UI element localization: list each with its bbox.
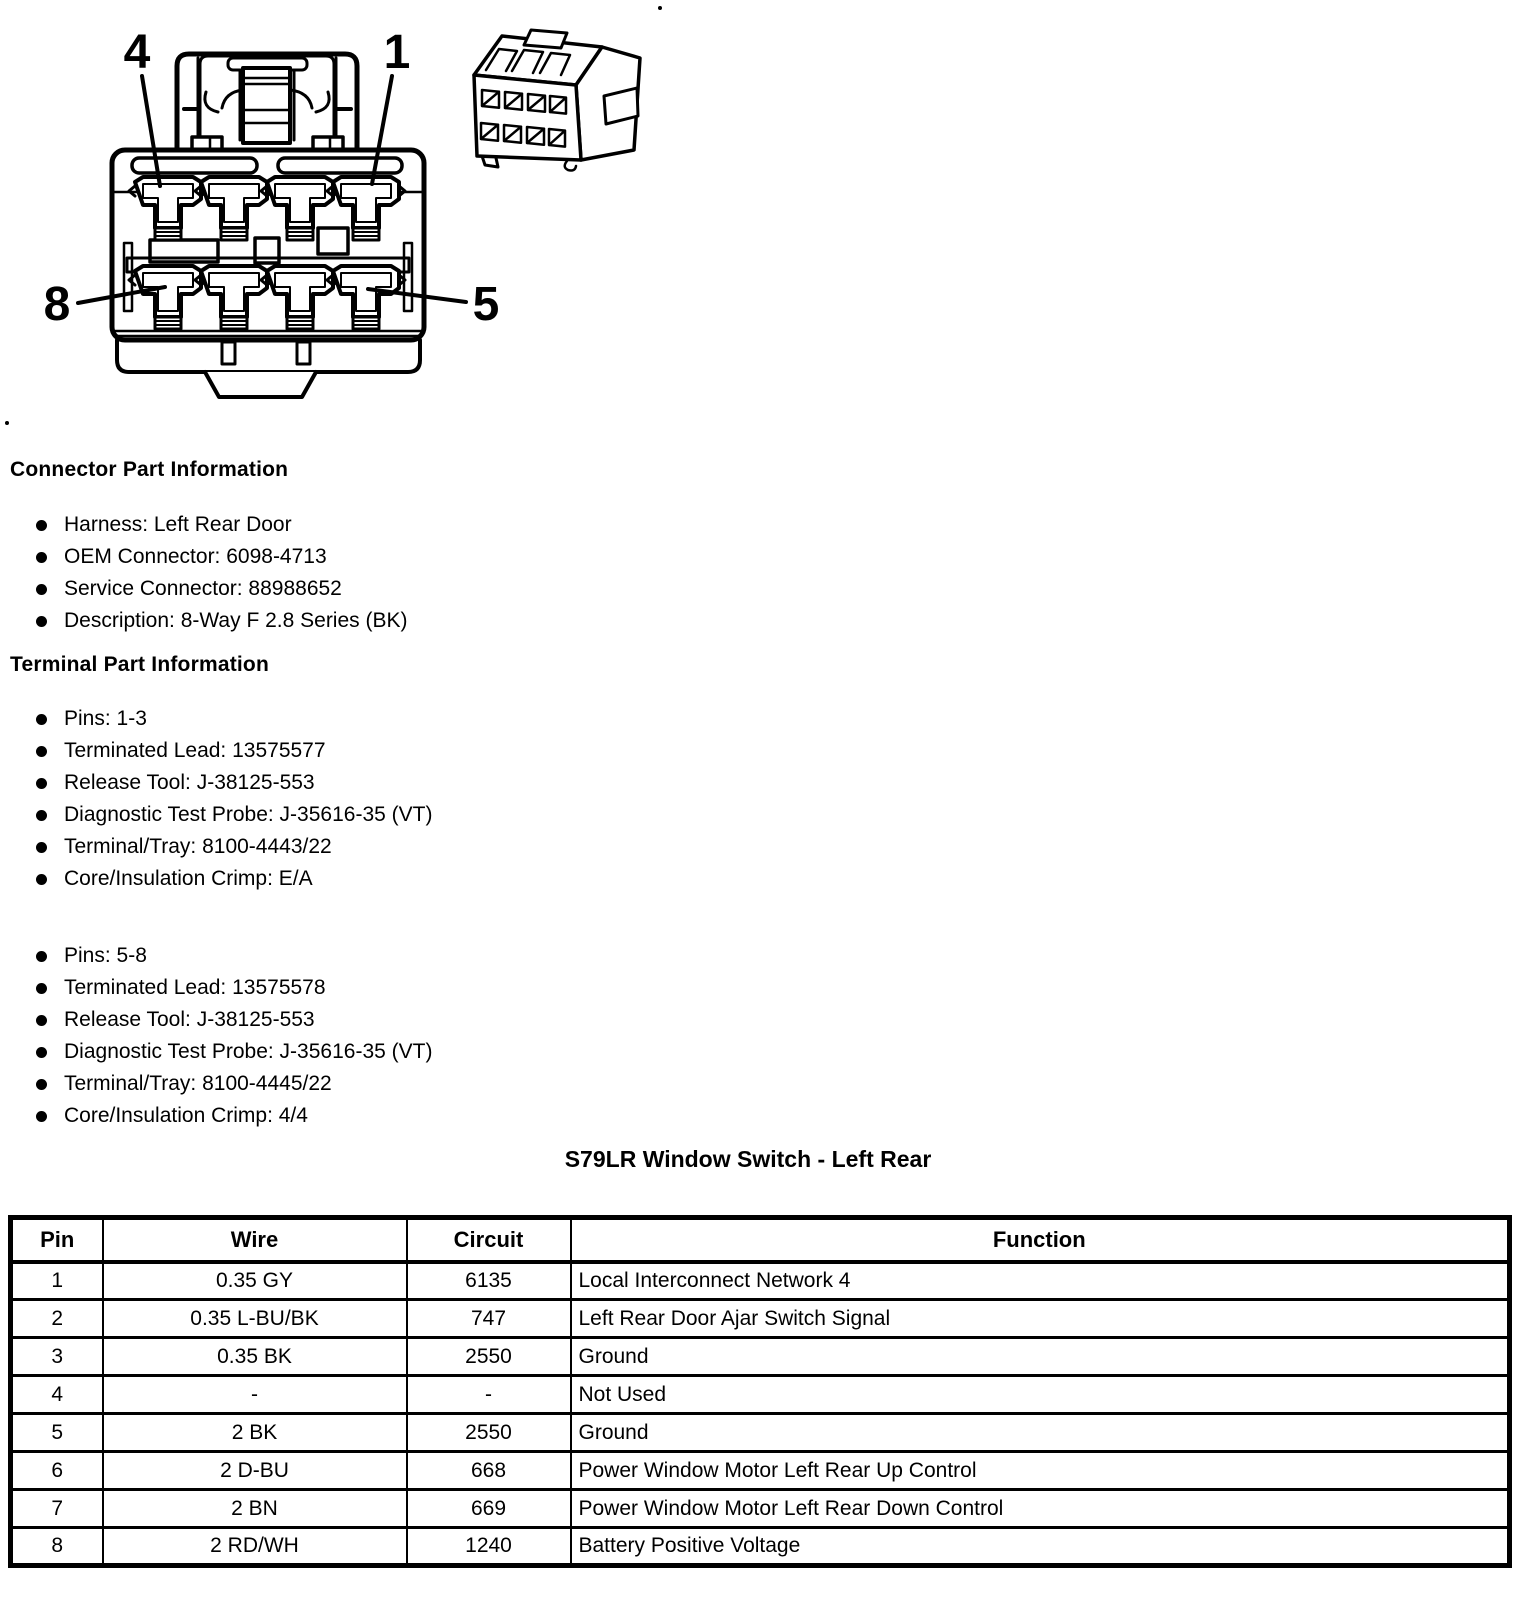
list-item — [0, 735, 432, 767]
pin-cell: 7 — [11, 1490, 103, 1528]
table-row — [11, 1490, 1510, 1528]
callout-label-pin5: 5 — [472, 278, 500, 331]
pin-cell: 1 — [11, 1262, 103, 1300]
pin-cell: 3 — [11, 1338, 103, 1376]
column-header-pin: Pin — [11, 1218, 103, 1262]
pin-table-container — [8, 1215, 1512, 1568]
pin-cell: 5 — [11, 1414, 103, 1452]
callout-label-pin8: 8 — [43, 278, 71, 331]
function-cell: Battery Positive Voltage — [571, 1528, 1510, 1566]
list-item-label: Core/Insulation Crimp: 4/4 — [64, 1104, 308, 1127]
table-row — [11, 1452, 1510, 1490]
wire-cell: - — [103, 1376, 407, 1414]
circuit-cell: 2550 — [407, 1414, 571, 1452]
list-item — [0, 573, 408, 605]
list-item — [0, 831, 432, 863]
list-item — [0, 799, 432, 831]
wire-cell: 0.35 BK — [103, 1338, 407, 1376]
wire-cell: 0.35 L-BU/BK — [103, 1300, 407, 1338]
wire-cell: 2 RD/WH — [103, 1528, 407, 1566]
table-row — [11, 1528, 1510, 1566]
terminal-info-list-pins-1-3 — [0, 703, 432, 895]
pin-table-title: S79LR Window Switch - Left Rear — [564, 1146, 932, 1172]
function-cell: Power Window Motor Left Rear Up Control — [571, 1452, 1510, 1490]
wire-cell: 2 BK — [103, 1414, 407, 1452]
list-item — [0, 509, 408, 541]
function-cell: Ground — [571, 1338, 1510, 1376]
pin-cell: 2 — [11, 1300, 103, 1338]
function-cell: Local Interconnect Network 4 — [571, 1262, 1510, 1300]
table-row — [11, 1414, 1510, 1452]
circuit-cell: 1240 — [407, 1528, 571, 1566]
list-item-label: Terminated Lead: 13575578 — [64, 976, 326, 999]
bullet-icon — [36, 842, 47, 853]
wire-cell: 0.35 GY — [103, 1262, 407, 1300]
pin-cell: 6 — [11, 1452, 103, 1490]
list-item — [0, 863, 432, 895]
bullet-icon — [36, 746, 47, 757]
function-cell: Not Used — [571, 1376, 1510, 1414]
bullet-icon — [36, 714, 47, 725]
list-item-label: Service Connector: 88988652 — [64, 577, 342, 600]
table-row — [11, 1300, 1510, 1338]
circuit-cell: 2550 — [407, 1338, 571, 1376]
bullet-icon — [36, 1079, 47, 1090]
connector-3d-view-drawing — [474, 30, 640, 171]
list-item-label: Release Tool: J-38125-553 — [64, 1008, 315, 1031]
column-header-wire: Wire — [103, 1218, 407, 1262]
list-item-label: Terminal/Tray: 8100-4445/22 — [64, 1072, 332, 1095]
column-header-function: Function — [571, 1218, 1510, 1262]
bullet-icon — [36, 1015, 47, 1026]
list-item — [0, 1068, 432, 1100]
wire-cell: 2 D-BU — [103, 1452, 407, 1490]
function-cell: Left Rear Door Ajar Switch Signal — [571, 1300, 1510, 1338]
bullet-icon — [36, 778, 47, 789]
bullet-icon — [36, 1111, 47, 1122]
list-item — [0, 940, 432, 972]
function-cell: Power Window Motor Left Rear Down Control — [571, 1490, 1510, 1528]
circuit-cell: 669 — [407, 1490, 571, 1528]
connector-part-information-heading: Connector Part Information — [10, 458, 289, 481]
connector-part-information-list — [0, 509, 408, 637]
list-item-label: Core/Insulation Crimp: E/A — [64, 867, 313, 890]
table-header-row — [11, 1218, 1510, 1262]
list-item — [0, 767, 432, 799]
list-item — [0, 1100, 432, 1132]
pin-cell: 4 — [11, 1376, 103, 1414]
table-row — [11, 1376, 1510, 1414]
connector-front-view-drawing — [112, 54, 424, 397]
list-item-label: Pins: 1-3 — [64, 707, 147, 730]
list-item-label: OEM Connector: 6098-4713 — [64, 545, 327, 568]
list-item — [0, 703, 432, 735]
list-item-label: Pins: 5-8 — [64, 944, 147, 967]
list-item-label: Terminal/Tray: 8100-4443/22 — [64, 835, 332, 858]
bullet-icon — [36, 874, 47, 885]
connector-diagram — [0, 0, 700, 440]
list-item-label: Release Tool: J-38125-553 — [64, 771, 315, 794]
wire-cell: 2 BN — [103, 1490, 407, 1528]
list-item — [0, 605, 408, 637]
terminal-info-list-pins-5-8 — [0, 940, 432, 1132]
list-item — [0, 972, 432, 1004]
bullet-icon — [36, 552, 47, 563]
bullet-icon — [36, 951, 47, 962]
list-item-label: Diagnostic Test Probe: J-35616-35 (VT) — [64, 803, 433, 826]
list-item — [0, 541, 408, 573]
bullet-icon — [36, 584, 47, 595]
callout-label-pin1: 1 — [383, 26, 411, 79]
list-item-label: Terminated Lead: 13575577 — [64, 739, 326, 762]
bullet-icon — [36, 1047, 47, 1058]
column-header-circuit: Circuit — [407, 1218, 571, 1262]
circuit-cell: 747 — [407, 1300, 571, 1338]
circuit-cell: 6135 — [407, 1262, 571, 1300]
bullet-icon — [36, 520, 47, 531]
bullet-icon — [36, 983, 47, 994]
bullet-icon — [36, 810, 47, 821]
circuit-cell: - — [407, 1376, 571, 1414]
pin-function-table — [8, 1215, 1512, 1568]
pin-cell: 8 — [11, 1528, 103, 1566]
bullet-icon — [36, 616, 47, 627]
circuit-cell: 668 — [407, 1452, 571, 1490]
terminal-part-information-heading: Terminal Part Information — [10, 653, 269, 676]
list-item — [0, 1036, 432, 1068]
function-cell: Ground — [571, 1414, 1510, 1452]
callout-label-pin4: 4 — [123, 26, 151, 79]
list-item — [0, 1004, 432, 1036]
list-item-label: Diagnostic Test Probe: J-35616-35 (VT) — [64, 1040, 433, 1063]
table-row — [11, 1262, 1510, 1300]
list-item-label: Harness: Left Rear Door — [64, 513, 292, 536]
table-row — [11, 1338, 1510, 1376]
list-item-label: Description: 8-Way F 2.8 Series (BK) — [64, 609, 408, 632]
